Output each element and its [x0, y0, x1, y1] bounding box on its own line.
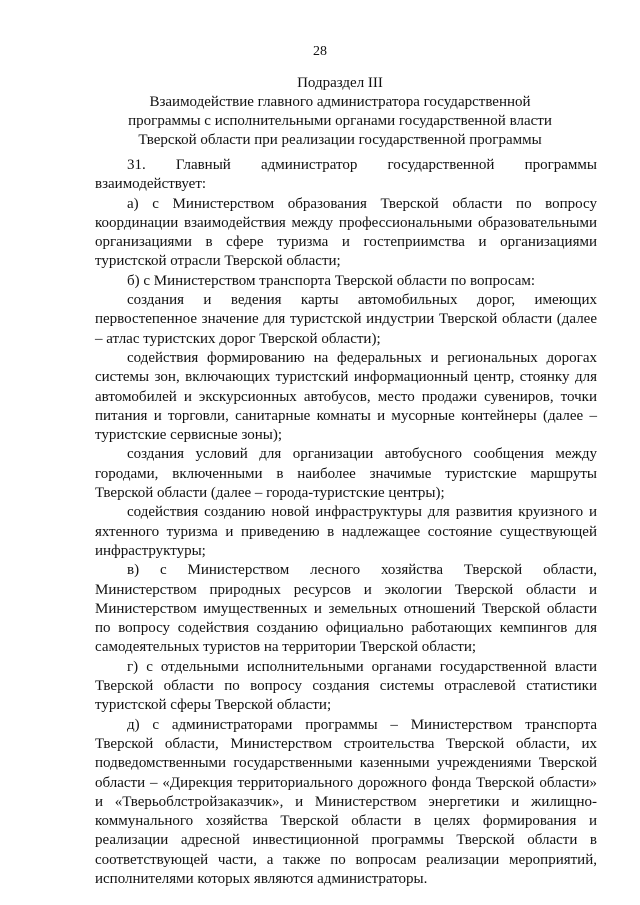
subsection-subtitle-line: программы с исполнительными органами государственной власти — [128, 113, 552, 129]
paragraph-item-v: в) с Министерством лесного хозяйства Тверской области, Министерством природных ресурсов и экологии Тверской области и Министерством имущественных и земельных отношений Тверской области по вопросу содействия созданию официально работающих кемпингов для самодеятельных туристов на территории Тверской области; — [95, 562, 597, 656]
paragraph-b-service-zones: содействия формированию на федеральных и региональных дорогах системы зон, включающих туристский информационный центр, стоянку для автомобилей и экскурсионных автобусов, место продажи сувениров, точки питания и торговли, санитарные комнаты и мусорные контейнеры (далее – туристские сервисные зоны); — [95, 349, 597, 444]
subsection-heading — [95, 74, 585, 150]
paragraph-b-bus-service: создания условий для организации автобусного сообщения между городами, включенными в наиболее значимые туристские маршруты Тверской области (далее – города-туристские центры); — [95, 446, 597, 502]
paragraph-item-a: а) с Министерством образования Тверской области по вопросу координации взаимодействия между профессиональными образовательными организациями в сфере туризма и гостеприимства и организациями туристской отрасли Тверской области; — [95, 195, 597, 270]
paragraph-item-d: д) с администраторами программы – Министерством транспорта Тверской области, Министерством строительства Тверской области, их подведомственными государственными казенными учреждениями Тверской области – «Дирекция территориального дорожного фонда Тверской области» и «Тверьоблстройзаказчик», и Министерством энергетики и жилищно-коммунального хозяйства Тверской области в целях формирования и реализации адресной инвестиционной программы Тверской области в соответствующей части, а также по вопросам реализации мероприятий, исполнителями которых являются администраторы. — [95, 716, 597, 887]
paragraph-item-g: г) с отдельными исполнительными органами государственной власти Тверской области по вопросу создания системы отраслевой статистики туристской сферы Тверской области; — [95, 658, 597, 714]
subsection-title: Подраздел III — [297, 75, 383, 91]
subsection-subtitle-line: Тверской области при реализации государственной программы — [138, 132, 542, 148]
subsection-subtitle-line: Взаимодействие главного администратора государственной — [149, 94, 531, 110]
document-body — [95, 156, 597, 889]
paragraph-item-b: б) с Министерством транспорта Тверской области по вопросам: — [127, 272, 536, 289]
page-number: 28 — [313, 44, 327, 59]
paragraph-b-cruise-infrastructure: содействия созданию новой инфраструктуры для развития круизного и яхтенного туризма и приведению в надлежащее состояние существующей инфраструктуры; — [95, 504, 597, 559]
paragraph-31-intro: 31. Главный администратор государственной программы взаимодействует: — [95, 157, 597, 193]
paragraph-b-atlas: создания и ведения карты автомобильных дорог, имеющих первостепенное значение для туристской индустрии Тверской области (далее – атлас туристских дорог Тверской области); — [95, 292, 597, 347]
